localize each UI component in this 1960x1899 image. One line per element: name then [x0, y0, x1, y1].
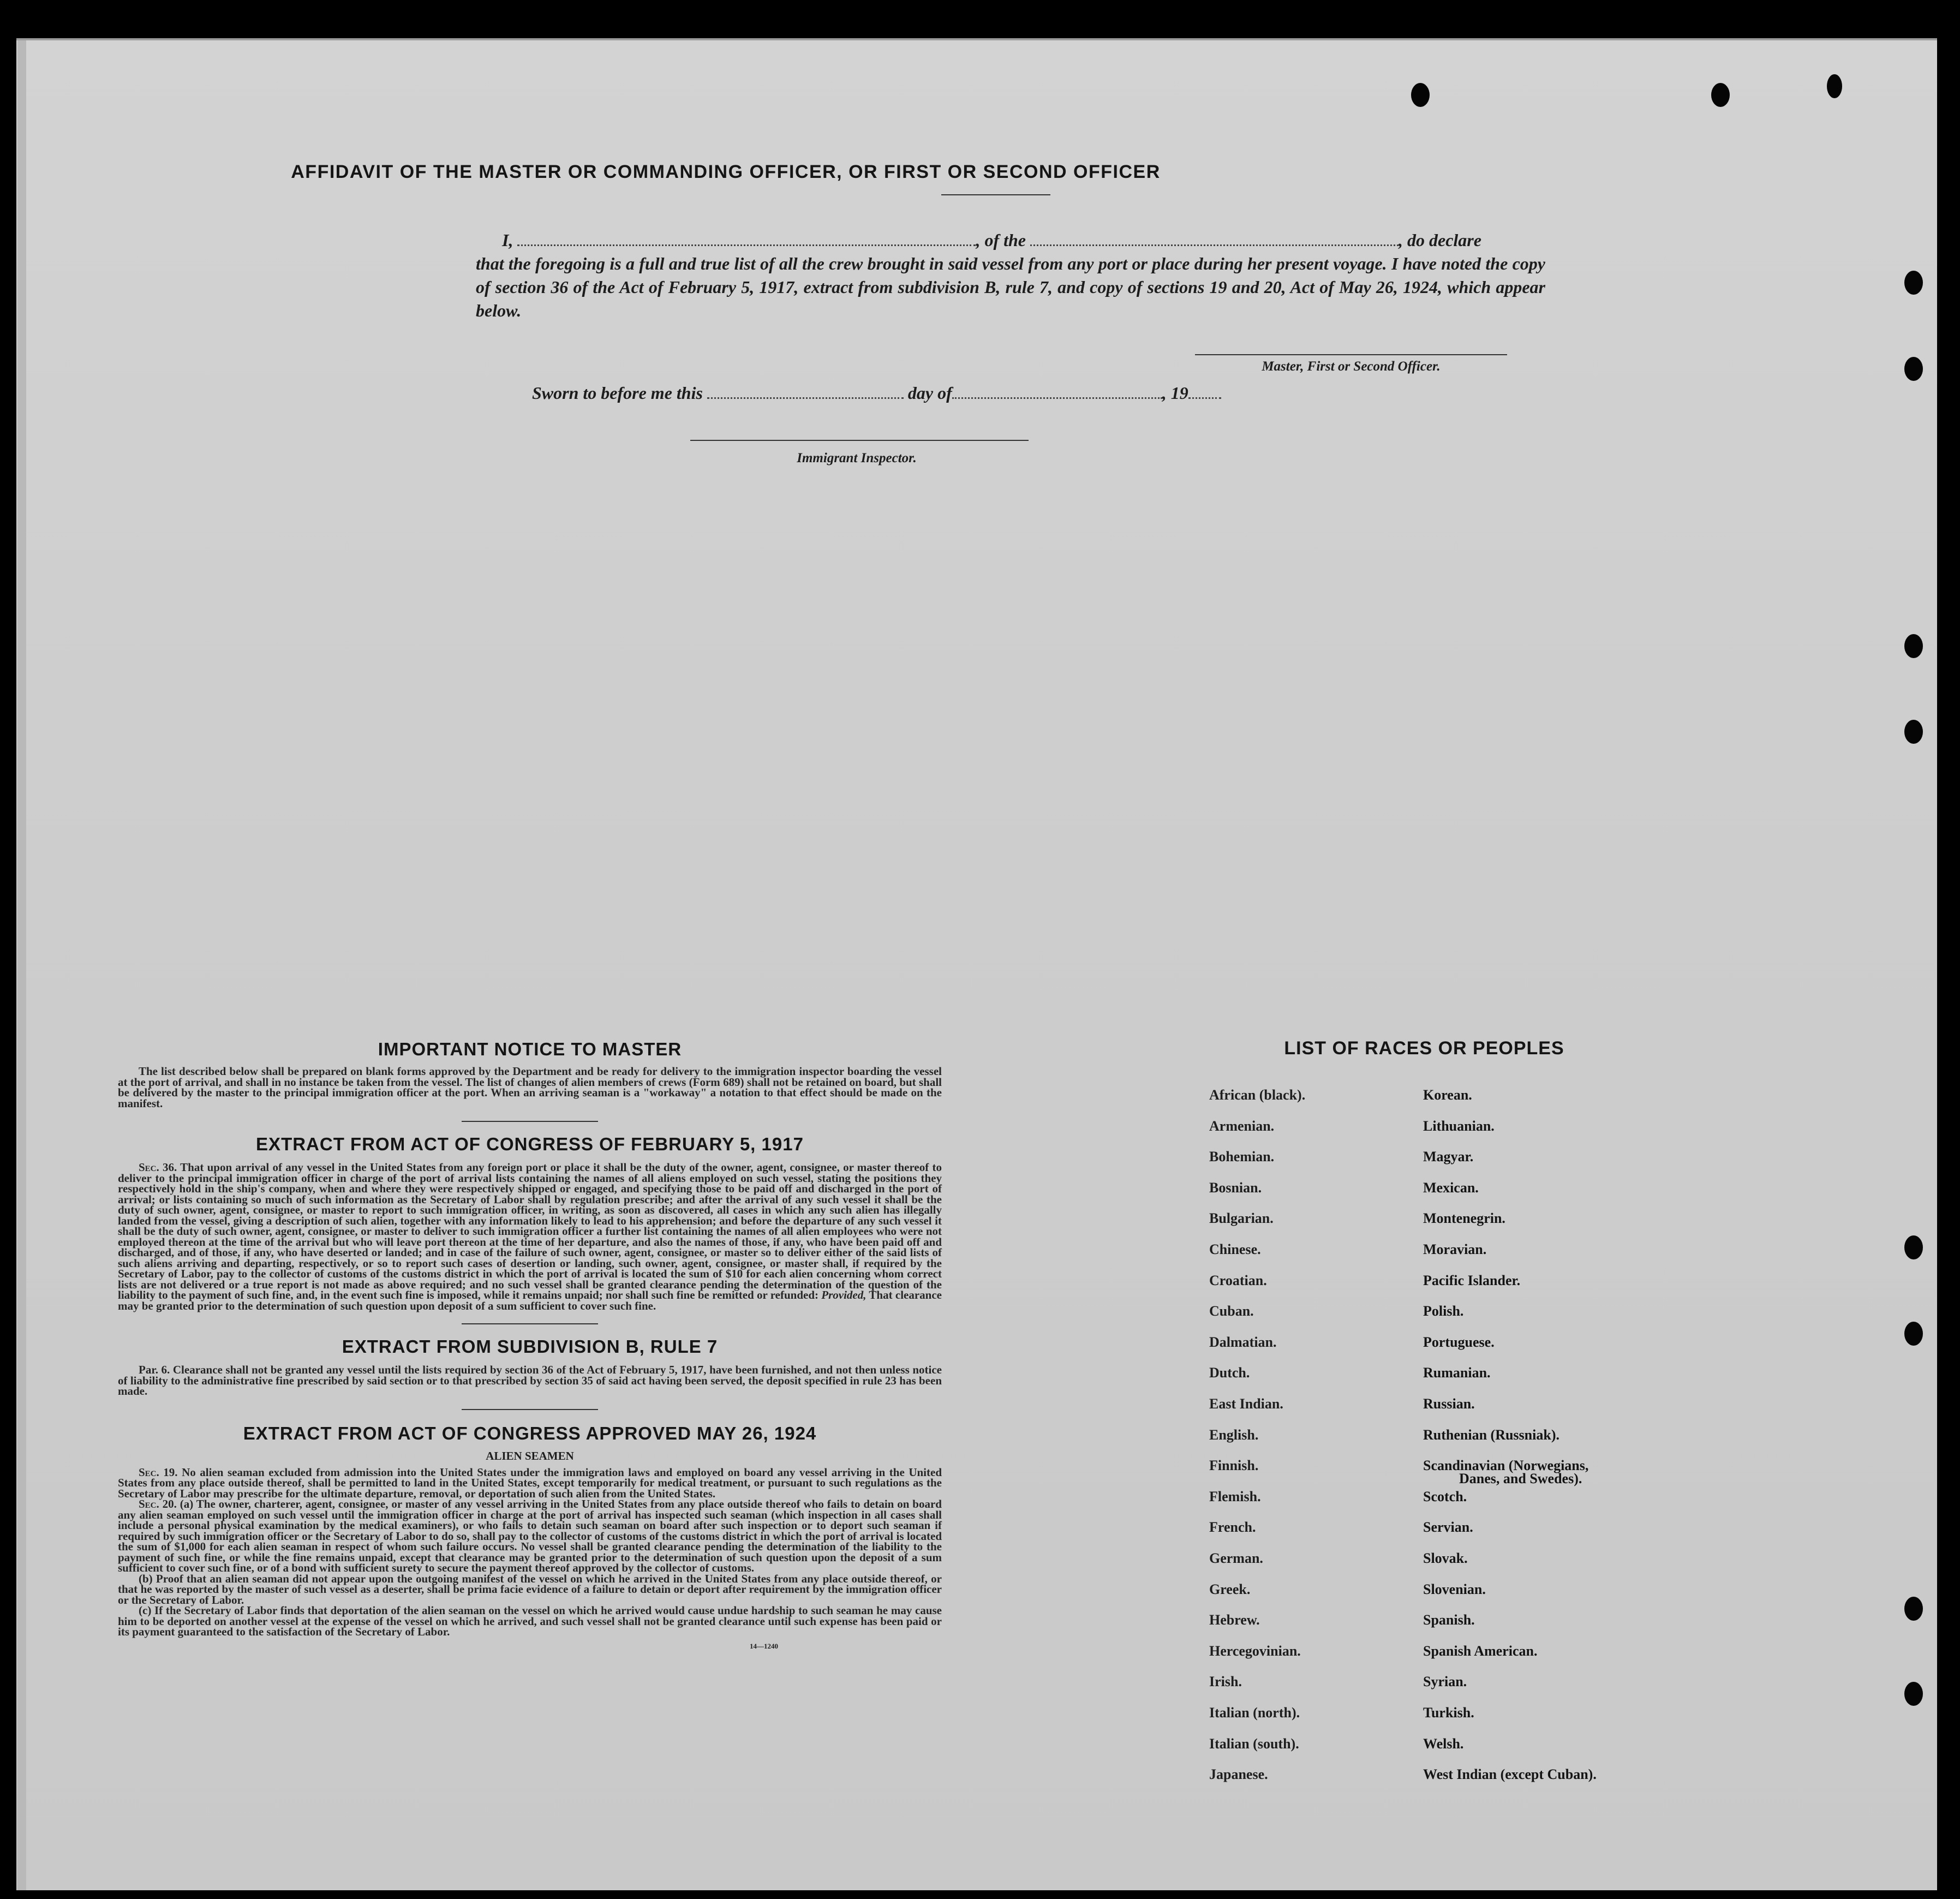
binder-hole-icon [1904, 357, 1923, 381]
race-item: Montenegrin. [1423, 1210, 1505, 1226]
binder-hole-icon [1904, 271, 1923, 295]
inspector-label: Immigrant Inspector. [797, 451, 917, 465]
binder-hole-icon [1904, 720, 1923, 744]
binder-hole-icon [1411, 83, 1430, 107]
affidavit-i: I, [502, 230, 513, 250]
year-blank [1188, 397, 1221, 399]
sec20b-paragraph: (b) Proof that an alien seaman did not appear upon the outgoing manifest of the vessel on which he arrived in the United States from any place outside thereof, or that he was reported by the master of such vessel as a deserter, shall be prima facie evidence of a failure to detain or deport after requirement by the immigration officer or the Secretary of Labor. [118, 1572, 942, 1607]
binder-hole-icon [1904, 1597, 1923, 1621]
day-blank [707, 397, 904, 399]
race-item: Bulgarian. [1209, 1210, 1274, 1226]
sec19-paragraph [118, 1467, 942, 1500]
race-item: Italian (north). [1209, 1705, 1300, 1721]
provided-word: Provided, [821, 1288, 867, 1301]
affidavit-of-the: , of the [976, 230, 1026, 250]
binder-hole-icon [1904, 1235, 1923, 1259]
extract-rule7-title: EXTRACT FROM SUBDIVISION B, RULE 7 [342, 1336, 718, 1357]
race-item: Servian. [1423, 1519, 1473, 1535]
race-item: Turkish. [1423, 1705, 1474, 1721]
race-item: East Indian. [1209, 1396, 1283, 1412]
affidavit-text: that the foregoing is a full and true list of all the crew brought in said vessel from any port or place during her present voyage. I have noted the copy of section 36 of the Act of February 5, 1917, extract from subdivision B, rule 7, and copy of sections 19 and 20, Act of May 26, 1924, which appear below. [476, 254, 1545, 320]
affidavit-title: AFFIDAVIT OF THE MASTER OR COMMANDING OFFICER, OR FIRST OR SECOND OFFICER [291, 162, 1161, 182]
paper-sheet [16, 38, 1937, 1890]
extract-1917-title: EXTRACT FROM ACT OF CONGRESS OF FEBRUARY 5, 1917 [256, 1134, 804, 1154]
extract-1924-title: EXTRACT FROM ACT OF CONGRESS APPROVED MAY 26, 1924 [243, 1423, 817, 1443]
binder-hole-icon [1711, 83, 1730, 107]
race-item: Ruthenian (Russniak). [1423, 1427, 1559, 1443]
affidavit-body [476, 229, 1545, 323]
race-item: French. [1209, 1519, 1256, 1535]
race-item: Pacific Islander. [1423, 1273, 1521, 1288]
extract-rule7-text: Par. 6. Clearance shall not be granted any vessel until the lists required by section 36 of the Act of February 5, 1917, have been furnished, and not then unless notice of liability to the administrative fine prescribed by said section or to that prescribed by section 35 of said act having been served, the deposit specified in rule 23 has been made. [118, 1363, 942, 1398]
sworn-year: , 19 [1162, 383, 1188, 403]
race-item: Hercegovinian. [1209, 1643, 1301, 1659]
races-title: LIST OF RACES OR PEOPLES [1284, 1038, 1564, 1059]
name-blank [517, 244, 976, 246]
alien-seamen-subtitle: ALIEN SEAMEN [486, 1449, 574, 1462]
race-item: Welsh. [1423, 1736, 1464, 1752]
race-item: Portuguese. [1423, 1334, 1495, 1350]
race-item: Dalmatian. [1209, 1334, 1277, 1350]
race-item: Lithuanian. [1423, 1118, 1495, 1134]
separator [462, 1121, 598, 1122]
race-item: Rumanian. [1423, 1365, 1491, 1381]
race-item: Finnish. [1209, 1458, 1259, 1473]
sec36-text: That upon arrival of any vessel in the United States from any foreign port or place it shall be the duty of the owner, agent, consignee, or master thereof to deliver to the principal immigration officer in charge of the port of arrival lists containing the names of all aliens employed on such vessel, stating the positions they respectively hold in the ship's company, when and where they were respectively shipped or engaged, and specifying those to be paid off and discharged in the port of arrival; or lists containing so much of such information as the Secretary of Labor shall by regulation prescribe; and after the arrival of any such vessel it shall be the duty of such owner, agent, consignee, or master to report to such immigration officer, in writing, as soon as discovered, all cases in which any such alien has illegally landed from the vessel, giving a description of such alien, together with any information likely to lead to his apprehension; and before the departure of any such vessel it shall be the duty of such owner, agent, consignee, or master to deliver to such immigration officer a further list containing the names of all alien employees who were not employed thereon at the time of the arrival but who will leave port thereon at the time of her departure, and also the names of those, if any, who have been paid off and discharged, and of those, if any, who have deserted or landed; and in case of the failure of such owner, agent, consignee, or master so to deliver either of the said lists of such aliens arriving and departing, respectively, or so to report such cases of desertion or landing, such owner, agent, consignee, or master shall, if required by the Secretary of Labor, pay to the collector of customs of the customs district in which the port of arrival is located the sum of $10 for each alien concerning whom correct lists are not delivered or a true report is not made as above required; and no such vessel shall be granted clearance pending the determination of the question of the liability to the payment of such fine, and, in the event such fine is imposed, while it remains unpaid; nor shall such fine be remitted or refunded: [118, 1161, 942, 1301]
form-number: 14—1240 [750, 1641, 778, 1650]
separator [462, 1409, 598, 1410]
race-item: African (black). [1209, 1087, 1306, 1103]
signature-line [1195, 354, 1507, 355]
extract-1917-text [118, 1162, 942, 1311]
race-item: German. [1209, 1550, 1263, 1566]
race-item: Magyar. [1423, 1149, 1474, 1165]
race-item: Korean. [1423, 1087, 1472, 1103]
binding-fold [17, 40, 26, 1890]
notices-column [118, 1039, 942, 1651]
notice-text: The list described below shall be prepared on blank forms approved by the Department and be ready for delivery to the immigration inspector boarding the vessel at the port of arrival, and shall in no instance be taken from the vessel. The list of changes of alien members of crews (Form 689) shall not be retained on board, but shall be delivered by the master to the principal immigration officer at the port. When an arriving seaman is a "workaway" a notation to that effect should be made on the manifest. [118, 1065, 942, 1110]
race-item: Scotch. [1423, 1489, 1467, 1504]
race-item: English. [1209, 1427, 1259, 1443]
race-item: Armenian. [1209, 1118, 1275, 1134]
sec20c-paragraph: (c) If the Secretary of Labor finds that deportation of the alien seaman on the vessel on which he arrived would cause undue hardship to such seaman he may cause him to be deported on another vessel at the expense of the vessel on which he arrived, and such vessel shall not be granted clearance until such expense has been paid or its payment guaranteed to the satisfaction of the Secretary of Labor. [118, 1604, 942, 1638]
sec20a-text: (a) The owner, charterer, agent, consignee, or master of any vessel arriving in the United States from any place outside thereof who fails to detain on board any alien seaman employed on such vessel until the immigration officer in charge at the port of arrival has inspected such seaman (which inspection in all cases shall include a personal physical examination by the medical examiners), or who fails to detain such seaman on board after such inspection or to deport such seaman if required by such immigration officer or the Secretary of Labor to do so, shall pay to the collector of customs of the customs district in which the port of arrival is located the sum of $1,000 for each alien seaman in respect of whom such failure occurs. No vessel shall be granted clearance pending the determination of the liability to the payment of such fine, or while the fine remains unpaid, except that clearance may be granted prior to the determination of such question upon the deposit of a sum sufficient to cover such fine, or of a bond with sufficient surety to secure the payment thereof approved by the collector of customs. [118, 1497, 942, 1574]
sworn-prefix: Sworn to before me this [532, 383, 703, 403]
race-item: Bohemian. [1209, 1149, 1275, 1165]
race-item: Greek. [1209, 1581, 1251, 1597]
race-item: Slovenian. [1423, 1581, 1486, 1597]
race-item: Dutch. [1209, 1365, 1250, 1381]
notice-title: IMPORTANT NOTICE TO MASTER [378, 1039, 682, 1059]
race-item: Flemish. [1209, 1489, 1261, 1504]
race-item: Italian (south). [1209, 1736, 1299, 1752]
race-item: Chinese. [1209, 1241, 1261, 1257]
race-item: Hebrew. [1209, 1612, 1260, 1628]
binder-hole-icon [1827, 74, 1842, 98]
binder-hole-icon [1904, 1682, 1923, 1706]
race-item: Russian. [1423, 1396, 1475, 1412]
race-item: Moravian. [1423, 1241, 1487, 1257]
sec36-text-end: That clearance may be granted prior to the determination of such question upon deposit of a sum sufficient to cover such fine. [118, 1288, 942, 1312]
sec20a-paragraph [118, 1499, 942, 1574]
sec36-label: Sec. 36. [139, 1161, 177, 1174]
race-item: Irish. [1209, 1674, 1242, 1689]
inspector-signature-line [690, 440, 1029, 441]
sworn-statement [532, 383, 1221, 403]
race-item: Scandinavian (Norwegians, [1423, 1458, 1589, 1473]
race-item: Bosnian. [1209, 1180, 1262, 1196]
sec19-text: No alien seaman excluded from admission into the United States under the immigration laws and employed on board any vessel arriving in the United States from any place outside thereof, shall be permitted to land in the United States, except temporarily for medical treatment, or pursuant to such regulations as the Secretary of Labor may prescribe for the ultimate departure, removal, or deportation of such alien from the United States. [118, 1465, 942, 1500]
race-item: West Indian (except Cuban). [1423, 1766, 1597, 1782]
race-item: Spanish. [1423, 1612, 1475, 1628]
race-item: Syrian. [1423, 1674, 1467, 1689]
sec19-label: Sec. 19. [139, 1465, 178, 1479]
affidavit-do-declare: , do declare [1399, 230, 1481, 250]
title-underline [941, 194, 1050, 195]
binder-hole-icon [1904, 1322, 1923, 1346]
race-item-continuation: Danes, and Swedes). [1459, 1471, 1582, 1486]
race-item: Polish. [1423, 1303, 1464, 1319]
sworn-day-of: day of [907, 383, 952, 403]
race-item: Spanish American. [1423, 1643, 1538, 1659]
binder-hole-icon [1904, 634, 1923, 658]
vessel-blank [1030, 244, 1399, 246]
races-list [1209, 1088, 1700, 1792]
signature-label: Master, First or Second Officer. [1262, 359, 1441, 374]
month-blank [952, 397, 1162, 399]
race-item: Croatian. [1209, 1273, 1267, 1288]
race-item: Japanese. [1209, 1766, 1268, 1782]
separator [462, 1323, 598, 1324]
race-item: Mexican. [1423, 1180, 1479, 1196]
race-item: Cuban. [1209, 1303, 1254, 1319]
sec20-label: Sec. 20. [139, 1497, 177, 1510]
race-item: Slovak. [1423, 1550, 1468, 1566]
